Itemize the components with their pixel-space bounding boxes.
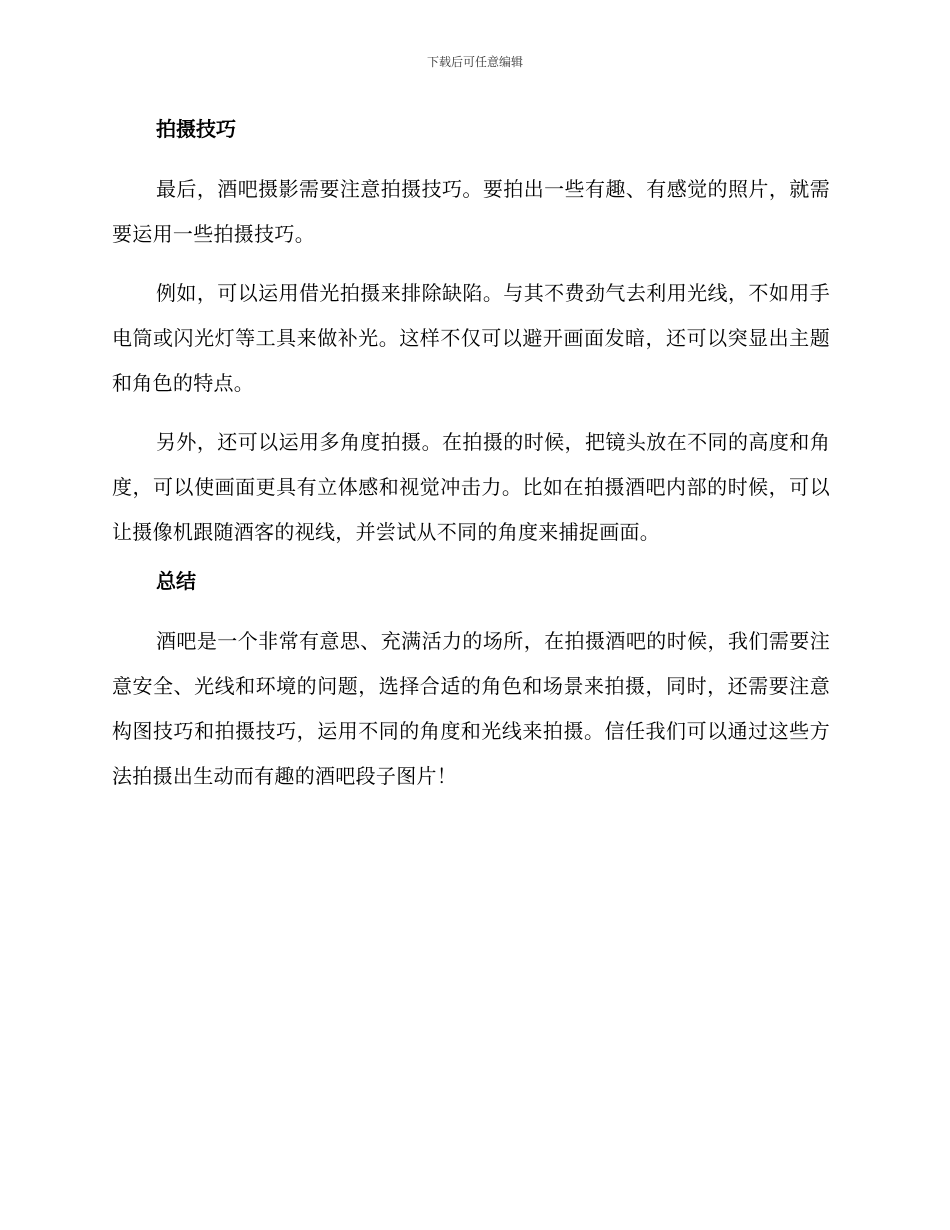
document-body [112,113,830,813]
section-heading-summary: 总结 [156,569,196,593]
page-header: 下载后可任意编辑 [426,55,523,69]
paragraph: 另外，还可以运用多角度拍摄。在拍摄的时候，把镜头放在不同的高度和角度，可以使画面更具有立体感和视觉冲击力。比如在拍摄酒吧内部的时候，可以让摄像机跟随酒客的视线，并尝试从不同的角度来捕捉画面。 [112,430,830,544]
paragraph: 酒吧是一个非常有意思、充满活力的场所，在拍摄酒吧的时候，我们需要注意安全、光线和环境的问题，选择合适的角色和场景来拍摄，同时，还需要注意构图技巧和拍摄技巧，运用不同的角度和光线来拍摄。信任我们可以通过这些方法拍摄出生动而有趣的酒吧段子图片！ [112,629,830,788]
section-heading-shooting-tips: 拍摄技巧 [156,117,236,141]
paragraph: 最后，酒吧摄影需要注意拍摄技巧。要拍出一些有趣、有感觉的照片，就需要运用一些拍摄技巧。 [112,177,830,246]
paragraph: 例如，可以运用借光拍摄来排除缺陷。与其不费劲气去利用光线，不如用手电筒或闪光灯等工具来做补光。这样不仅可以避开画面发暗，还可以突显出主题和角色的特点。 [112,281,830,395]
